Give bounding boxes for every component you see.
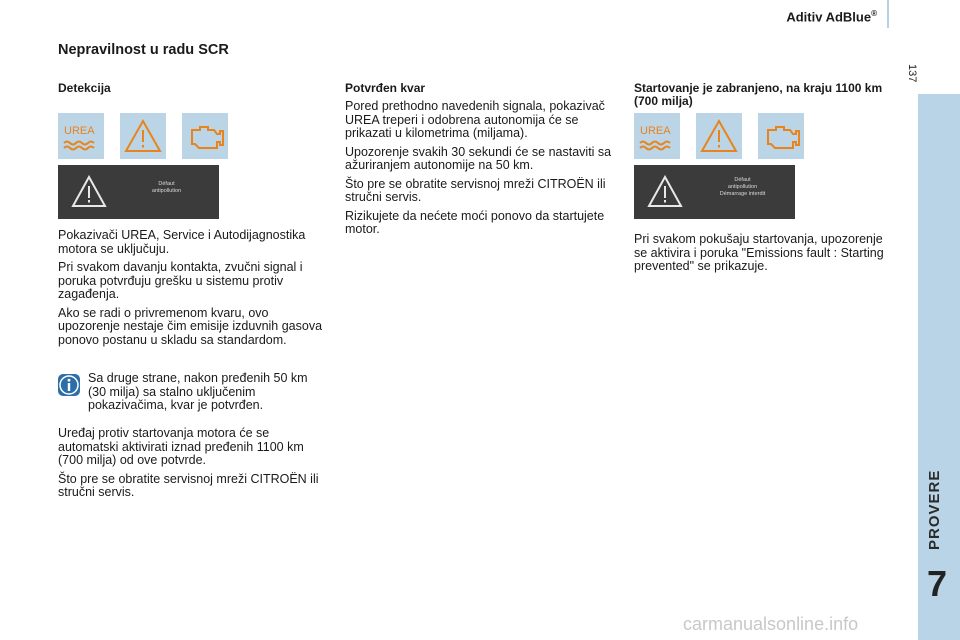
panel-message: Défaut antipollution	[151, 181, 182, 194]
chapter-number: 7	[927, 563, 948, 604]
warning-triangle-icon	[70, 173, 108, 211]
paragraph: Što pre se obratite servisnoj mreži CITROËN ili stručni servis.	[345, 176, 606, 204]
display-message-panel	[634, 165, 795, 219]
section-heading: Detekcija	[58, 81, 111, 95]
paragraph: Što pre se obratite servisnoj mreži CITROËN ili stručni servis.	[58, 471, 319, 499]
watermark: carmanualsonline.info	[683, 614, 859, 634]
urea-icon	[634, 113, 680, 159]
info-icon	[58, 374, 80, 396]
urea-icon	[58, 113, 104, 159]
engine-icon	[182, 113, 228, 159]
section-heading: Startovanje je zabranjeno, na kraju 1100 km (700 milja)	[634, 81, 883, 108]
warning-triangle-icon	[120, 113, 166, 159]
page-number: 137	[906, 64, 918, 83]
header-title: Aditiv AdBlue®	[786, 9, 877, 25]
column-start-prevented	[634, 82, 896, 113]
svg-text:UREA: UREA	[640, 125, 671, 137]
paragraph: Pri svakom davanju kontakta, zvučni signal i poruka potvrđuju grešku u sistemu protiv zagađenja.	[58, 260, 303, 301]
paragraph: Pri svakom pokušaju startovanja, upozorenje se aktivira i poruka "Emissions fault : Starting prevented" se prikazuje.	[634, 232, 884, 273]
detection-text-2	[58, 427, 323, 505]
chapter-label: PROVERE	[926, 469, 943, 550]
column-confirmed-fault	[345, 82, 613, 242]
engine-icon	[758, 113, 804, 159]
start-prevented-text	[634, 233, 896, 279]
svg-text:UREA: UREA	[64, 125, 95, 137]
section-heading: Potvrđen kvar	[345, 81, 426, 95]
paragraph: Rizikujete da nećete moći ponovo da startujete motor.	[345, 208, 605, 236]
page-title: Nepravilnost u radu SCR	[58, 42, 229, 58]
info-note	[88, 372, 323, 418]
paragraph: Pored prethodno navedenih signala, pokazivač UREA treperi i odobrena autonomija će se prikazati u kilometrima (miljama).	[345, 99, 605, 140]
column-detection	[58, 82, 323, 100]
paragraph: Pokazivači UREA, Service i Autodijagnostika motora se uključuju.	[58, 228, 306, 256]
info-text: Sa druge strane, nakon pređenih 50 km (30 milja) sa stalno uključenim pokazivačima, kvar je potvrđen.	[88, 371, 308, 412]
display-message-panel	[58, 165, 219, 219]
paragraph: Ako se radi o privremenom kvaru, ovo upozorenje nestaje čim emisije izduvnih gasova ponovo postanu u skladu sa standardom.	[58, 305, 323, 347]
detection-text	[58, 229, 323, 352]
paragraph: Uređaj protiv startovanja motora će se automatski aktivirati iznad pređenih 1100 km (700 milja) od ove potvrde.	[58, 426, 304, 467]
chapter-side-tab[interactable]	[918, 94, 960, 640]
warning-triangle-icon	[646, 173, 684, 211]
warning-triangle-icon	[696, 113, 742, 159]
panel-message: Défaut antipollution Démarrage interdit	[719, 177, 766, 197]
paragraph: Upozorenje svakih 30 sekundi će se nastaviti sa ažuriranjem autonomije na 50 km.	[345, 144, 612, 172]
page-header	[786, 0, 889, 30]
header-divider	[887, 0, 889, 28]
